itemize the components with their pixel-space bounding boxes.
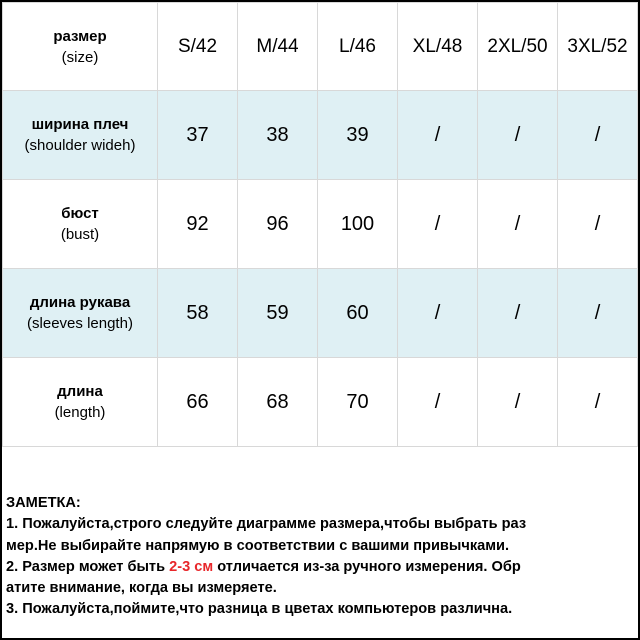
row-label <box>3 91 158 180</box>
table-cell: / <box>398 269 478 358</box>
size-column-header: 3XL/52 <box>558 3 638 91</box>
table-row <box>3 91 638 180</box>
table-header-row <box>3 3 638 91</box>
table-cell: / <box>398 91 478 180</box>
size-column-header: M/44 <box>238 3 318 91</box>
size-chart-table <box>2 2 638 447</box>
notes-text: отличается из-за ручного измерения. Обр <box>213 558 521 575</box>
size-label-en: (size) <box>61 48 99 66</box>
row-label-en: (sleeves length) <box>27 315 133 332</box>
table-cell: 92 <box>158 180 238 269</box>
table-cell: / <box>558 180 638 269</box>
notes-line <box>6 557 634 578</box>
table-cell: 100 <box>318 180 398 269</box>
table-cell: 66 <box>158 358 238 447</box>
table-cell: / <box>478 180 558 269</box>
table-cell: 96 <box>238 180 318 269</box>
notes-line: 3. Пожалуйста,поймите,что разница в цветах компьютеров различна. <box>6 601 513 618</box>
notes-line: мер.Не выбирайте напрямую в соответствии с вашими привычками. <box>6 537 510 554</box>
table-row <box>3 269 638 358</box>
notes-text: 2. Размер может быть <box>6 558 170 575</box>
table-cell: / <box>478 358 558 447</box>
row-label <box>3 358 158 447</box>
size-column-header: 2XL/50 <box>478 3 558 91</box>
table-cell: / <box>398 180 478 269</box>
row-label <box>3 180 158 269</box>
size-column-header: S/42 <box>158 3 238 91</box>
row-label <box>3 269 158 358</box>
size-column-header: XL/48 <box>398 3 478 91</box>
table-cell: 59 <box>238 269 318 358</box>
tolerance-highlight: 2-3 см <box>169 558 214 575</box>
row-label-ru: бюст <box>61 205 99 222</box>
table-cell: 39 <box>318 91 398 180</box>
table-cell: 70 <box>318 358 398 447</box>
row-label-en: (bust) <box>60 226 100 243</box>
notes-line: 1. Пожалуйста,строго следуйте диаграмме размера,чтобы выбрать раз <box>6 516 527 533</box>
notes-title: ЗАМЕТКА: <box>6 495 81 511</box>
row-label-en: (length) <box>54 404 106 421</box>
table-row <box>3 358 638 447</box>
size-header-label <box>3 3 158 91</box>
table-cell: / <box>558 269 638 358</box>
table-cell: 37 <box>158 91 238 180</box>
row-label-en: (shoulder wideh) <box>24 137 136 154</box>
row-label-ru: ширина плеч <box>31 116 129 133</box>
notes-line: атите внимание, когда вы измеряете. <box>6 580 277 597</box>
table-cell: 58 <box>158 269 238 358</box>
notes-block <box>6 493 634 621</box>
row-label-ru: длина <box>57 383 103 400</box>
size-column-header: L/46 <box>318 3 398 91</box>
table-cell: 60 <box>318 269 398 358</box>
table-cell: 68 <box>238 358 318 447</box>
table-row <box>3 180 638 269</box>
table-cell: / <box>478 91 558 180</box>
table-cell: / <box>478 269 558 358</box>
row-label-ru: длина рукава <box>29 294 131 311</box>
table-cell: 38 <box>238 91 318 180</box>
table-cell: / <box>558 358 638 447</box>
size-label-ru: размер <box>53 27 107 45</box>
table-cell: / <box>398 358 478 447</box>
table-cell: / <box>558 91 638 180</box>
